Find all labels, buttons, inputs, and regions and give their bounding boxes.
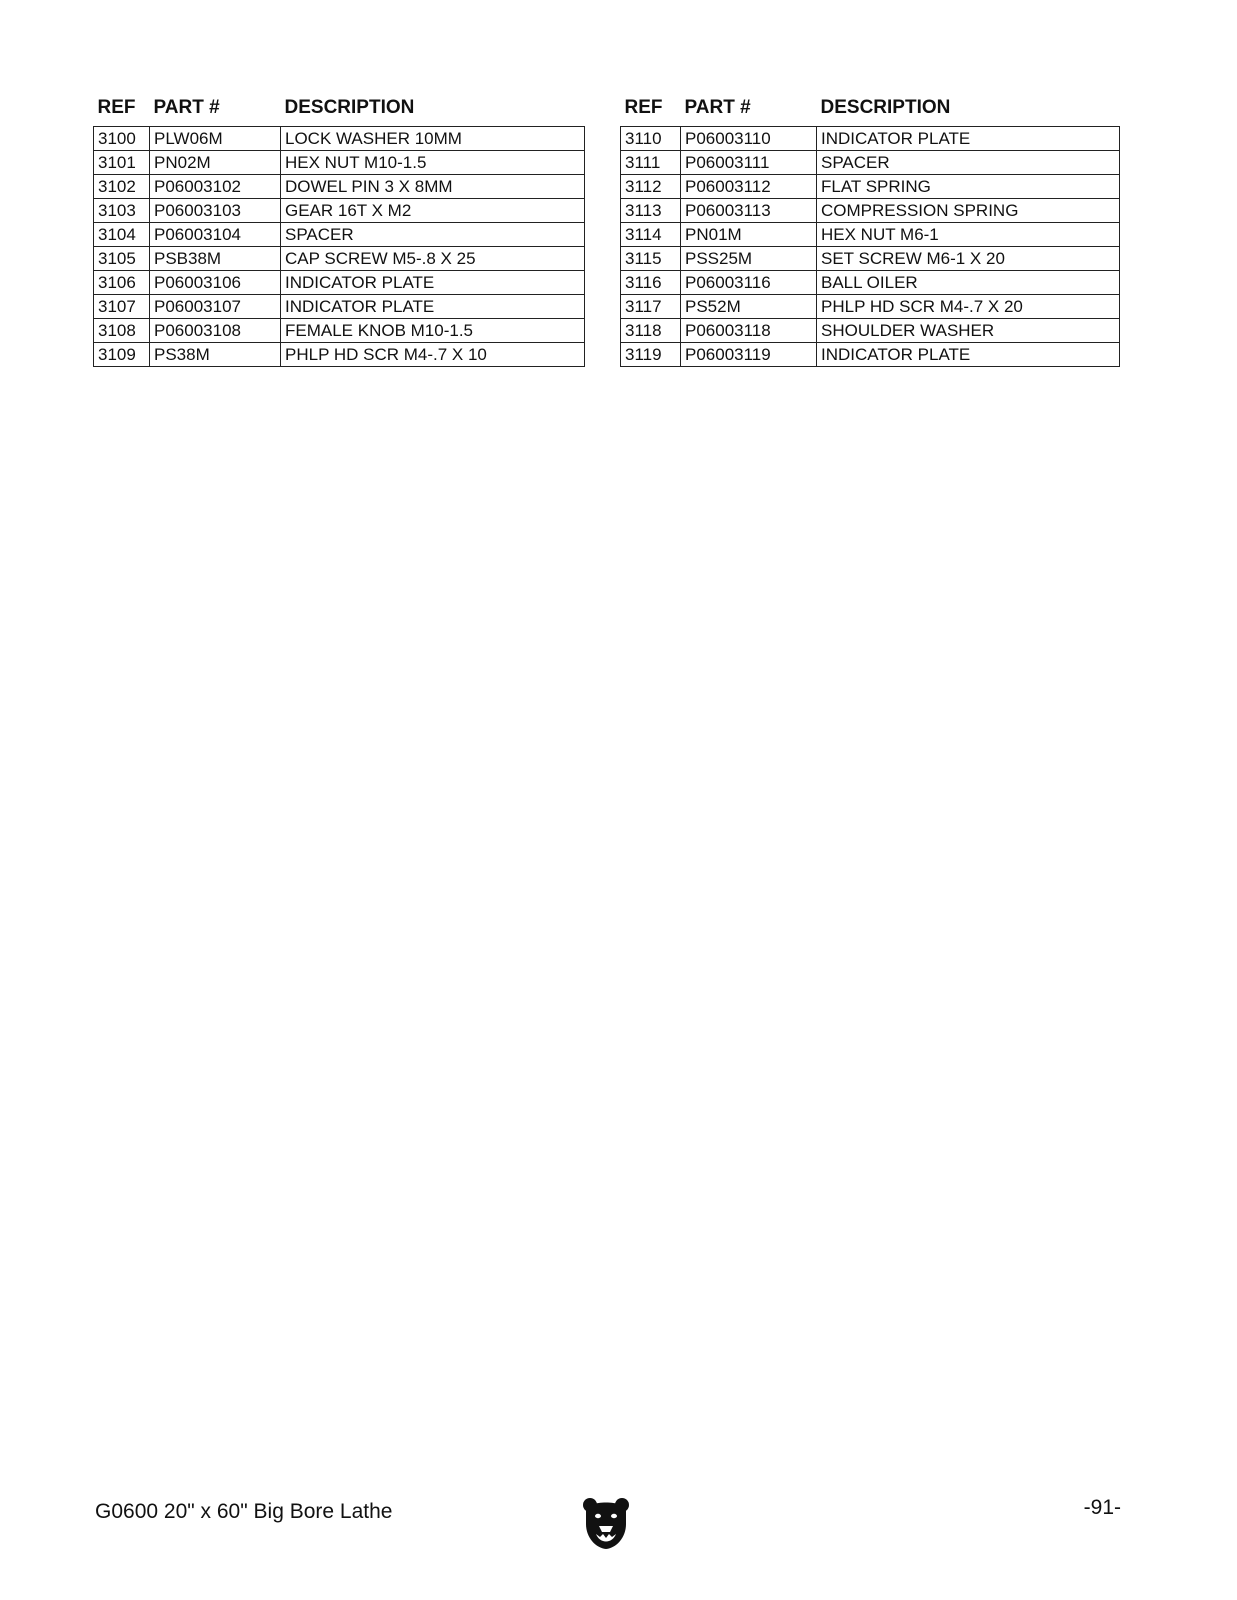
description-cell: COMPRESSION SPRING (817, 199, 1120, 223)
part-number-cell: PS52M (681, 295, 817, 319)
table-row (94, 175, 585, 199)
description-cell: DOWEL PIN 3 X 8MM (281, 175, 585, 199)
description-cell: INDICATOR PLATE (817, 127, 1120, 151)
part-number-cell: P06003113 (681, 199, 817, 223)
table-row (94, 343, 585, 367)
part-number-cell: PSS25M (681, 247, 817, 271)
description-cell: HEX NUT M10-1.5 (281, 151, 585, 175)
table-row (621, 151, 1120, 175)
header-description: DESCRIPTION (820, 97, 951, 118)
description-cell: SPACER (817, 151, 1120, 175)
ref-cell: 3106 (94, 271, 150, 295)
description-cell: LOCK WASHER 10MM (281, 127, 585, 151)
description-cell: INDICATOR PLATE (281, 295, 585, 319)
header-part: PART # (684, 97, 751, 118)
part-number-cell: P06003116 (681, 271, 817, 295)
table-row (94, 223, 585, 247)
table-row (94, 319, 585, 343)
description-cell: INDICATOR PLATE (281, 271, 585, 295)
part-number-cell: P06003102 (150, 175, 281, 199)
parts-table-right (620, 94, 1120, 367)
description-cell: INDICATOR PLATE (817, 343, 1120, 367)
header-row (621, 94, 1120, 127)
ref-cell: 3107 (94, 295, 150, 319)
description-cell: SHOULDER WASHER (817, 319, 1120, 343)
parts-table-left (93, 94, 585, 367)
header-row (94, 94, 585, 127)
ref-cell: 3110 (621, 127, 681, 151)
ref-cell: 3115 (621, 247, 681, 271)
table-row (621, 271, 1120, 295)
table-row (94, 199, 585, 223)
description-cell: BALL OILER (817, 271, 1120, 295)
table-row (621, 175, 1120, 199)
table-row (621, 343, 1120, 367)
ref-cell: 3112 (621, 175, 681, 199)
table-row (94, 271, 585, 295)
ref-cell: 3109 (94, 343, 150, 367)
description-cell: GEAR 16T X M2 (281, 199, 585, 223)
table-row (621, 199, 1120, 223)
ref-cell: 3118 (621, 319, 681, 343)
part-number-cell: P06003118 (681, 319, 817, 343)
table-row (621, 247, 1120, 271)
footer-title: G0600 20" x 60" Big Bore Lathe (95, 1500, 393, 1523)
ref-cell: 3119 (621, 343, 681, 367)
part-number-cell: P06003106 (150, 271, 281, 295)
description-cell: PHLP HD SCR M4-.7 X 10 (281, 343, 585, 367)
ref-cell: 3113 (621, 199, 681, 223)
description-cell: SPACER (281, 223, 585, 247)
table-row (621, 295, 1120, 319)
table-row (94, 127, 585, 151)
ref-cell: 3103 (94, 199, 150, 223)
ref-cell: 3111 (621, 151, 681, 175)
part-number-cell: PLW06M (150, 127, 281, 151)
table-row (621, 127, 1120, 151)
part-number-cell: P06003119 (681, 343, 817, 367)
ref-cell: 3105 (94, 247, 150, 271)
header-part: PART # (153, 97, 220, 118)
description-cell: FLAT SPRING (817, 175, 1120, 199)
part-number-cell: P06003104 (150, 223, 281, 247)
table-row (621, 223, 1120, 247)
description-cell: SET SCREW M6-1 X 20 (817, 247, 1120, 271)
header-ref: REF (624, 97, 663, 118)
ref-cell: 3104 (94, 223, 150, 247)
description-cell: CAP SCREW M5-.8 X 25 (281, 247, 585, 271)
ref-cell: 3114 (621, 223, 681, 247)
header-description: DESCRIPTION (284, 97, 415, 118)
table-row (94, 295, 585, 319)
ref-cell: 3116 (621, 271, 681, 295)
bear-head-icon (582, 1496, 630, 1550)
description-cell: FEMALE KNOB M10-1.5 (281, 319, 585, 343)
ref-cell: 3100 (94, 127, 150, 151)
part-number-cell: PS38M (150, 343, 281, 367)
ref-cell: 3117 (621, 295, 681, 319)
part-number-cell: PN01M (681, 223, 817, 247)
part-number-cell: P06003103 (150, 199, 281, 223)
header-ref: REF (97, 97, 136, 118)
description-cell: HEX NUT M6-1 (817, 223, 1120, 247)
table-row (94, 247, 585, 271)
part-number-cell: P06003112 (681, 175, 817, 199)
description-cell: PHLP HD SCR M4-.7 X 20 (817, 295, 1120, 319)
part-number-cell: P06003107 (150, 295, 281, 319)
part-number-cell: P06003108 (150, 319, 281, 343)
part-number-cell: PSB38M (150, 247, 281, 271)
ref-cell: 3108 (94, 319, 150, 343)
part-number-cell: P06003111 (681, 151, 817, 175)
part-number-cell: P06003110 (681, 127, 817, 151)
ref-cell: 3102 (94, 175, 150, 199)
page-number: -91- (1083, 1496, 1121, 1519)
ref-cell: 3101 (94, 151, 150, 175)
part-number-cell: PN02M (150, 151, 281, 175)
table-row (621, 319, 1120, 343)
table-row (94, 151, 585, 175)
